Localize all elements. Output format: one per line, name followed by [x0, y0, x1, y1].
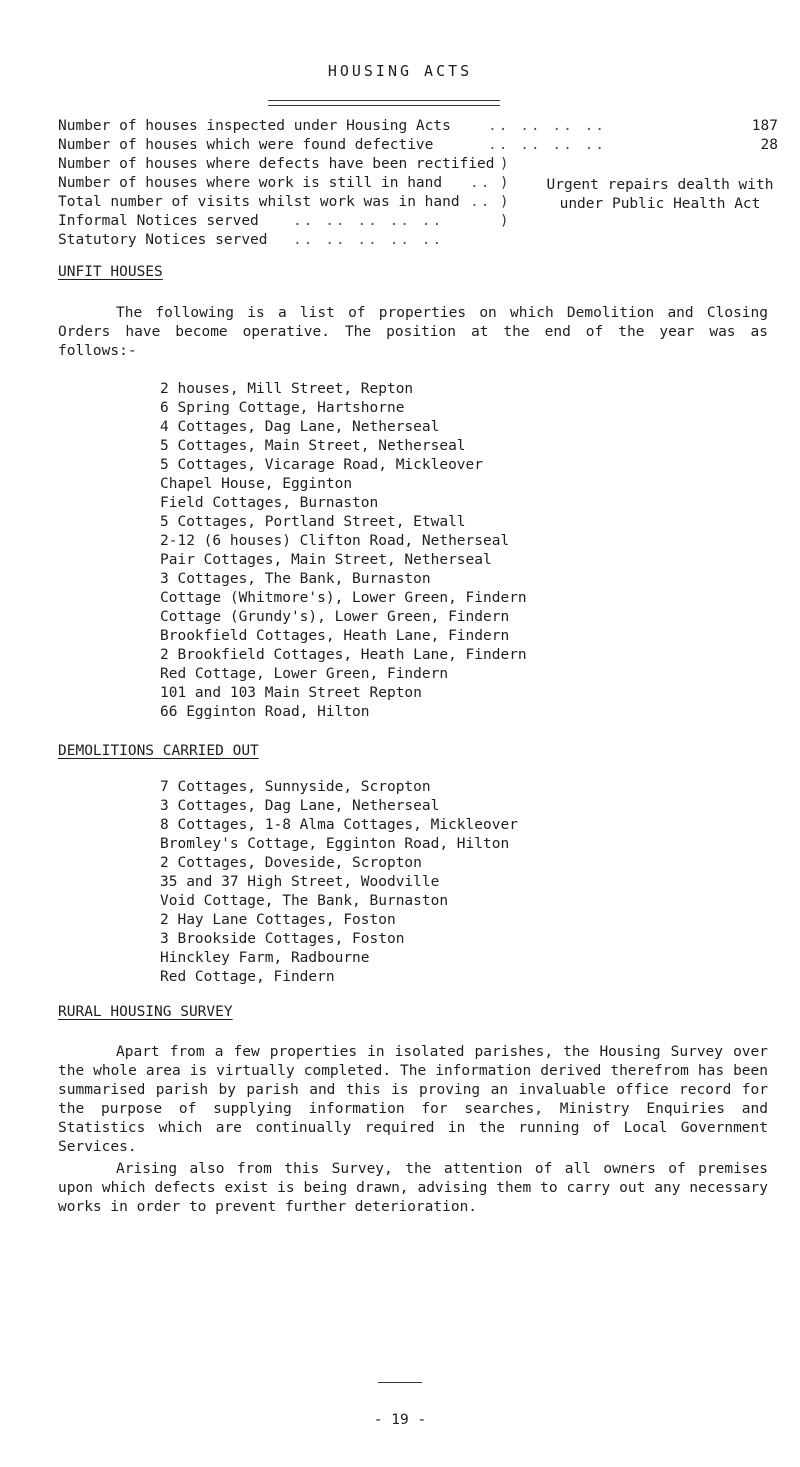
stat-label: Number of houses inspected under Housing Acts	[58, 118, 451, 134]
stat-value: 187	[751, 118, 778, 134]
stat-leader-dots: .. .. .. .. ..	[293, 232, 444, 248]
stat-value: 28	[760, 137, 778, 153]
stat-label: Informal Notices served	[58, 213, 259, 229]
stat-label: Total number of visits whilst work was in hand	[58, 194, 460, 210]
list-item: 101 and 103 Main Street Repton	[160, 685, 422, 701]
list-item: 7 Cottages, Sunnyside, Scropton	[160, 779, 431, 795]
list-item: Void Cottage, The Bank, Burnaston	[160, 893, 449, 909]
stat-label: Number of houses which were found defective	[58, 137, 434, 153]
list-item: Pair Cottages, Main Street, Netherseal	[160, 552, 492, 568]
list-item: Brookfield Cottages, Heath Lane, Findern	[160, 628, 510, 644]
list-item: 2 Brookfield Cottages, Heath Lane, Findern	[160, 647, 527, 663]
rural-survey-paragraph: Apart from a few properties in isolated parishes, the Housing Survey over the whole area is virtually completed. The information derived therefrom has been summarised parish by parish and this is proving an invaluable office record for the purpose of supplying information for searches, Ministry Enquiries and Statistics which are continually required in the running of Local Government Services.	[58, 1044, 768, 1155]
page-title: HOUSING ACTS	[327, 62, 473, 80]
stat-leader-dots: .. .. .. .. ..	[293, 213, 444, 229]
list-item: Cottage (Whitmore's), Lower Green, Findern	[160, 590, 527, 606]
list-item: 4 Cottages, Dag Lane, Netherseal	[160, 419, 440, 435]
stat-row	[58, 136, 778, 155]
stat-row	[58, 212, 778, 231]
page-number: - 19 -	[373, 1412, 427, 1428]
list-item: 2 Cottages, Doveside, Scropton	[160, 855, 422, 871]
unfit-houses-list	[160, 380, 760, 722]
title-double-underline	[268, 100, 500, 106]
unfit-houses-intro: The following is a list of properties on which Demolition and Closing Orders have become operative. The position at the end of the year was as follows:-	[58, 305, 768, 359]
stat-row	[58, 155, 778, 174]
rural-survey-paragraph: Arising also from this Survey, the attention of all owners of premises upon which defects exist is being drawn, advising them to carry out any necessary works in order to prevent further deterioration.	[58, 1161, 768, 1215]
list-item: 3 Cottages, The Bank, Burnaston	[160, 571, 431, 587]
stat-label: Statutory Notices served	[58, 232, 268, 248]
stat-leader-dots: ..	[470, 194, 492, 210]
bracket-note: Urgent repairs dealth with under Public Health Act	[546, 177, 774, 212]
list-item: Field Cottages, Burnaston	[160, 495, 379, 511]
list-item: Cottage (Grundy's), Lower Green, Findern	[160, 609, 510, 625]
separator-line	[378, 1382, 422, 1383]
list-item: 5 Cottages, Main Street, Netherseal	[160, 438, 466, 454]
list-item: Red Cottage, Findern	[160, 969, 335, 985]
stat-label: Number of houses where work is still in hand	[58, 175, 443, 191]
list-item: 5 Cottages, Vicarage Road, Mickleover	[160, 457, 484, 473]
list-item: 2-12 (6 houses) Clifton Road, Netherseal	[160, 533, 510, 549]
list-item: 2 houses, Mill Street, Repton	[160, 381, 414, 397]
stat-label: Number of houses where defects have been rectified	[58, 156, 495, 172]
list-item: 3 Cottages, Dag Lane, Netherseal	[160, 798, 440, 814]
list-item: Chapel House, Egginton	[160, 476, 353, 492]
list-item: Hinckley Farm, Radbourne	[160, 950, 370, 966]
list-item: 6 Spring Cottage, Hartshorne	[160, 400, 405, 416]
list-item: 5 Cottages, Portland Street, Etwall	[160, 514, 466, 530]
list-item: 3 Brookside Cottages, Foston	[160, 931, 405, 947]
stat-row	[58, 117, 778, 136]
list-item: 66 Egginton Road, Hilton	[160, 704, 370, 720]
section-heading-rural-survey: RURAL HOUSING SURVEY	[58, 1004, 233, 1020]
demolitions-list	[160, 778, 760, 987]
section-heading-unfit-houses: UNFIT HOUSES	[58, 264, 163, 280]
list-item: Bromley's Cottage, Egginton Road, Hilton	[160, 836, 510, 852]
list-item: 8 Cottages, 1-8 Alma Cottages, Mickleover	[160, 817, 518, 833]
stat-leader-dots: ..	[470, 175, 492, 191]
section-heading-demolitions: DEMOLITIONS CARRIED OUT	[58, 743, 259, 759]
list-item: 2 Hay Lane Cottages, Foston	[160, 912, 396, 928]
stat-row	[58, 231, 778, 250]
stat-leader-dots: .. .. .. ..	[488, 137, 607, 153]
stat-leader-dots: .. .. .. ..	[488, 118, 607, 134]
list-item: 35 and 37 High Street, Woodville	[160, 874, 440, 890]
list-item: Red Cottage, Lower Green, Findern	[160, 666, 449, 682]
right-bracket: ) ) ) )	[500, 156, 509, 229]
